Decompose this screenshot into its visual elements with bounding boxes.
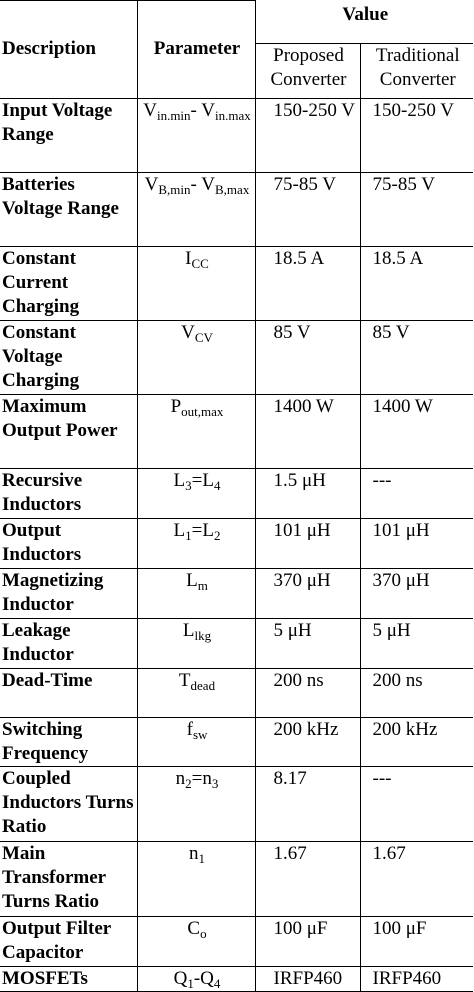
- row-traditional-value: ---: [360, 766, 473, 841]
- param-subscript: o: [200, 925, 207, 941]
- row-proposed-value: 100 μF: [255, 916, 360, 966]
- row-proposed-value: 1400 W: [255, 394, 360, 468]
- param-symbol: V: [181, 321, 195, 343]
- row-parameter: [137, 916, 255, 966]
- row-proposed-value: 200 kHz: [255, 717, 360, 766]
- param-symbol: n: [175, 767, 186, 789]
- row-parameter: [137, 320, 255, 394]
- table-row: [0, 246, 473, 320]
- param-symbol: L: [173, 469, 186, 491]
- row-description: Output Inductors: [0, 518, 137, 568]
- row-parameter: [137, 518, 255, 568]
- table-row: [0, 717, 473, 766]
- table-row: [0, 618, 473, 668]
- param-symbol: f: [186, 718, 193, 740]
- param-separator: =n: [191, 767, 212, 789]
- row-traditional-value: 150-250 V: [360, 98, 473, 172]
- row-traditional-value: 1400 W: [360, 394, 473, 468]
- table-row: [0, 98, 473, 172]
- row-traditional-value: 1.67: [360, 841, 473, 916]
- row-description: Constant Voltage Charging: [0, 320, 137, 394]
- row-description: Leakage Inductor: [0, 618, 137, 668]
- param-symbol: P: [170, 395, 182, 417]
- table-row: [0, 172, 473, 246]
- row-parameter: [137, 618, 255, 668]
- row-description: Recursive Inductors: [0, 468, 137, 518]
- row-traditional-value: 101 μH: [360, 518, 473, 568]
- param-subscript: B,min: [158, 181, 191, 197]
- table-row: [0, 766, 473, 841]
- param-symbol: n: [189, 842, 199, 864]
- row-traditional-value: 100 μF: [360, 916, 473, 966]
- row-parameter: [137, 766, 255, 841]
- param-subscript-2: B,max: [215, 181, 250, 197]
- row-description: Batteries Voltage Range: [0, 172, 137, 246]
- param-subscript: CC: [191, 255, 209, 271]
- param-subscript: out,max: [181, 403, 224, 419]
- row-traditional-value: IRFP460: [360, 966, 473, 991]
- param-subscript: 1: [187, 975, 194, 991]
- param-separator: - V: [190, 173, 216, 195]
- param-symbol: L: [186, 569, 198, 591]
- param-separator: =L: [191, 469, 214, 491]
- table-row: [0, 668, 473, 717]
- header-parameter: Parameter: [137, 1, 255, 99]
- row-traditional-value: 85 V: [360, 320, 473, 394]
- row-description: MOSFETs: [0, 966, 137, 991]
- param-symbol: L: [182, 619, 195, 641]
- table-row: [0, 518, 473, 568]
- param-symbol: V: [144, 173, 159, 195]
- row-parameter: [137, 394, 255, 468]
- row-parameter: [137, 717, 255, 766]
- param-separator: =L: [191, 519, 214, 541]
- row-description: Switching Frequency: [0, 717, 137, 766]
- param-symbol: Q: [173, 967, 188, 989]
- row-description: Maximum Output Power: [0, 394, 137, 468]
- row-proposed-value: 85 V: [255, 320, 360, 394]
- param-subscript: 3: [185, 477, 192, 493]
- param-separator: - V: [190, 99, 216, 121]
- param-subscript-2: 4: [213, 477, 221, 493]
- row-proposed-value: 5 μH: [255, 618, 360, 668]
- param-symbol: L: [173, 519, 186, 541]
- param-subscript: CV: [194, 329, 213, 345]
- row-description: Main Transformer Turns Ratio: [0, 841, 137, 916]
- param-subscript-2: 2: [213, 527, 221, 543]
- row-proposed-value: IRFP460: [255, 966, 360, 991]
- row-parameter: [137, 98, 255, 172]
- row-proposed-value: 1.5 μH: [255, 468, 360, 518]
- row-proposed-value: 8.17: [255, 766, 360, 841]
- row-traditional-value: 200 ns: [360, 668, 473, 717]
- row-traditional-value: 18.5 A: [360, 246, 473, 320]
- param-symbol: V: [143, 99, 157, 121]
- row-parameter: [137, 568, 255, 618]
- param-symbol: I: [185, 247, 192, 269]
- row-proposed-value: 1.67: [255, 841, 360, 916]
- param-separator: -Q: [193, 967, 214, 989]
- row-traditional-value: 370 μH: [360, 568, 473, 618]
- row-parameter: [137, 172, 255, 246]
- row-traditional-value: ---: [360, 468, 473, 518]
- param-subscript-2: in.max: [215, 107, 251, 123]
- row-description: Constant Current Charging: [0, 246, 137, 320]
- param-subscript: dead: [190, 677, 216, 693]
- param-subscript: in.min: [156, 107, 191, 123]
- row-description: Input Voltage Range: [0, 98, 137, 172]
- param-subscript-2: 3: [211, 775, 219, 791]
- table-row: [0, 320, 473, 394]
- row-traditional-value: 5 μH: [360, 618, 473, 668]
- param-subscript: sw: [192, 726, 208, 742]
- header-description: Description: [0, 1, 137, 99]
- header-row: [0, 1, 473, 44]
- row-proposed-value: 18.5 A: [255, 246, 360, 320]
- row-description: Magnetizing Inductor: [0, 568, 137, 618]
- param-subscript: m: [197, 577, 208, 593]
- table-row: [0, 568, 473, 618]
- row-proposed-value: 200 ns: [255, 668, 360, 717]
- param-subscript: 1: [185, 527, 192, 543]
- header-proposed: Proposed Converter: [255, 43, 360, 98]
- param-subscript-2: 4: [213, 975, 221, 991]
- row-traditional-value: 200 kHz: [360, 717, 473, 766]
- row-proposed-value: 150-250 V: [255, 98, 360, 172]
- param-subscript: lkg: [194, 627, 212, 643]
- table-row: [0, 394, 473, 468]
- table-row: [0, 468, 473, 518]
- row-description: Output Filter Capacitor: [0, 916, 137, 966]
- row-parameter: [137, 668, 255, 717]
- row-parameter: [137, 841, 255, 916]
- table-row: [0, 916, 473, 966]
- table-row: [0, 966, 473, 991]
- row-parameter: [137, 468, 255, 518]
- row-parameter: [137, 966, 255, 991]
- row-traditional-value: 75-85 V: [360, 172, 473, 246]
- param-symbol: T: [178, 669, 191, 691]
- row-proposed-value: 75-85 V: [255, 172, 360, 246]
- table-row: [0, 841, 473, 916]
- header-traditional: Traditional Converter: [360, 43, 473, 98]
- row-description: Coupled Inductors Turns Ratio: [0, 766, 137, 841]
- param-subscript: 2: [185, 775, 192, 791]
- header-value: Value: [255, 1, 473, 44]
- param-symbol: C: [187, 917, 201, 939]
- row-parameter: [137, 246, 255, 320]
- row-proposed-value: 370 μH: [255, 568, 360, 618]
- param-subscript: 1: [198, 850, 205, 866]
- row-proposed-value: 101 μH: [255, 518, 360, 568]
- row-description: Dead-Time: [0, 668, 137, 717]
